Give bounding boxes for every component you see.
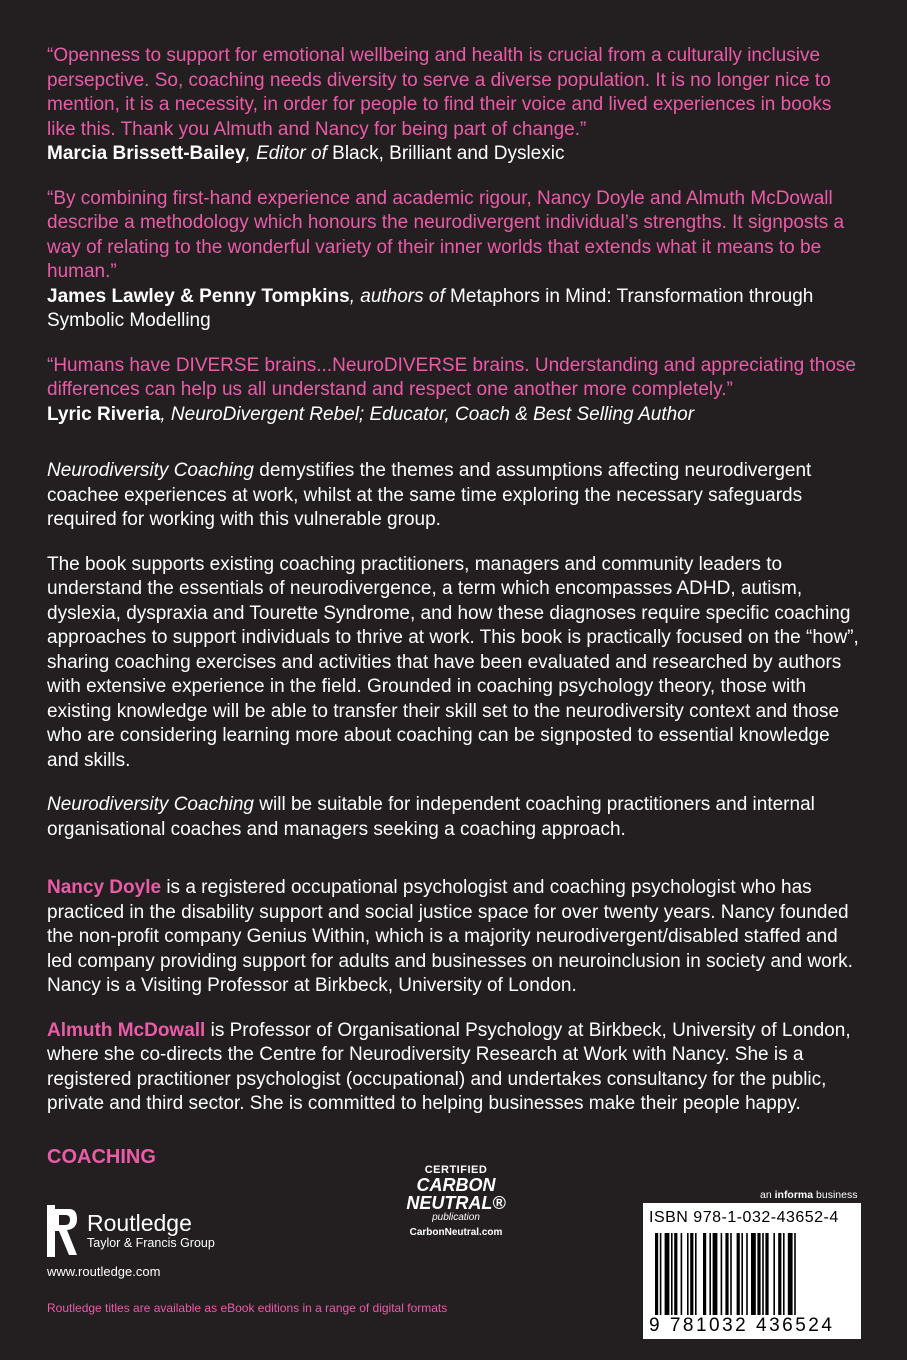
back-cover-text: [47, 44, 862, 1137]
description-paragraph-2: The book supports existing coaching practitioners, managers and community leaders to understand the essentials of neurodivergence, a term which encompasses ADHD, autism, dyslexia, dyspraxia and Tourette Syndrome, and how these diagnoses require specific coaching approaches to support individuals to thrive at work. This book is practically focused on the “how”, sharing coaching exercises and activities that have been evaluated and researched by authors with extensive experience in the field. Grounded in coaching psychology theory, those with existing knowledge will be able to transfer their skill set to the neurodiversity context and those who are considering learning more about coaching can be signposted to essential knowledge and skills.: [47, 553, 859, 771]
carbon-publication: publication: [432, 1212, 480, 1223]
informa-suffix: business: [813, 1189, 858, 1201]
author-name: Nancy Doyle: [47, 877, 162, 898]
carbon-url: CarbonNeutral.com: [409, 1227, 503, 1238]
publisher-url: www.routledge.com: [47, 1264, 161, 1279]
author-bio-1: [47, 876, 862, 999]
description-paragraph-1: [47, 459, 862, 533]
informa-name: informa: [774, 1189, 814, 1201]
book-title: Neurodiversity Coaching: [47, 794, 254, 815]
author-bio-text: is a registered occupational psychologist and coaching psychologist who has practiced in the disability support and social justice space for over twenty years. Nancy founded the non-profit company Genius Within, which is a majority neurodivergent/disabled staffed and led company providing support for adults and businesses on neuroinclusion in society and work. Nancy is a Visiting Professor at Birkbeck, University of London.: [47, 877, 853, 996]
quote-author: Lyric Riveria: [47, 403, 161, 425]
quote-role: , Editor of: [245, 143, 333, 164]
informa-prefix: an: [760, 1189, 775, 1201]
isbn-label: ISBN 978-1-032-43652-4: [649, 1209, 839, 1226]
publisher-logo: [47, 1205, 215, 1257]
carbon-line2: NEUTRAL®: [406, 1193, 506, 1213]
description-text: will be suitable for independent coaching practitioners and internal organisational coaches and managers seeking a coaching approach.: [47, 794, 815, 840]
quote-attribution: [47, 285, 862, 334]
carbon-line1: CARBON: [416, 1175, 496, 1195]
isbn-barcode: [643, 1203, 861, 1339]
routledge-logo-icon: [47, 1205, 79, 1257]
barcode-icon: [655, 1233, 851, 1315]
quote-author: James Lawley & Penny Tompkins: [47, 285, 350, 307]
author-bio-text: is Professor of Organisational Psychology at Birkbeck, University of London, where she co-directs the Centre for Neurodiversity Research at Work with Nancy. She is a registered practitioner psychologist (occupational) and undertakes consultancy for the public, private and third sector. She is committed to helping businesses make their people happy.: [47, 1019, 851, 1114]
quote-attribution: [47, 403, 862, 428]
carbon-certified: CERTIFIED: [424, 1164, 488, 1176]
quote-book: Metaphors in Mind: Transformation through Symbolic Modelling: [47, 285, 814, 331]
quote-author: Marcia Brissett-Bailey: [47, 143, 246, 164]
quote-2: [47, 187, 862, 334]
quote-text: “Openness to support for emotional wellbeing and health is crucial from a culturally inclusive persepctive. So, coaching needs diversity to serve a diverse population. It is no longer nice to mention, it is a necessity, in order for people to find their voice and lived experiences in books like this. Thank you Almuth and Nancy for being part of change.”: [47, 45, 832, 140]
publisher-title: Routledge: [87, 1210, 192, 1236]
category-label: COACHING: [47, 1146, 156, 1168]
quote-role: , NeuroDivergent Rebel; Educator, Coach & Best Selling Author: [160, 403, 695, 425]
quote-text: “By combining first-hand experience and academic rigour, Nancy Doyle and Almuth McDowall describe a methodology which honours the neurodivergent individual’s strengths. It signposts a way of relating to the wonderful variety of their inner worlds that extends what it means to be human.”: [47, 187, 845, 282]
quote-book: Black, Brilliant and Dyslexic: [332, 143, 565, 164]
author-bio-2: [47, 1019, 862, 1117]
author-name: Almuth McDowall: [47, 1019, 206, 1041]
informa-label: [760, 1189, 857, 1201]
quote-1: [47, 44, 862, 167]
quote-3: [47, 354, 862, 428]
quote-role: , authors of: [349, 285, 451, 307]
carbon-neutral-badge: [397, 1164, 515, 1238]
description-paragraph-3: [47, 793, 862, 842]
quote-text: “Humans have DIVERSE brains...NeuroDIVERSE brains. Understanding and appreciating those differences can help us all understand and respect one another more completely.”: [47, 354, 856, 400]
isbn-digits: 9 781032 436524: [649, 1315, 835, 1336]
publisher-group: Taylor & Francis Group: [87, 1236, 215, 1250]
ebook-note: Routledge titles are available as eBook editions in a range of digital formats: [47, 1301, 448, 1315]
quote-attribution: [47, 142, 862, 167]
book-title: Neurodiversity Coaching: [47, 460, 254, 481]
description-text: demystifies the themes and assumptions affecting neurodivergent coachee experiences at work, whilst at the same time exploring the necessary safeguards required for working with this vulnerable group.: [47, 460, 812, 530]
publisher-name: [87, 1211, 215, 1251]
